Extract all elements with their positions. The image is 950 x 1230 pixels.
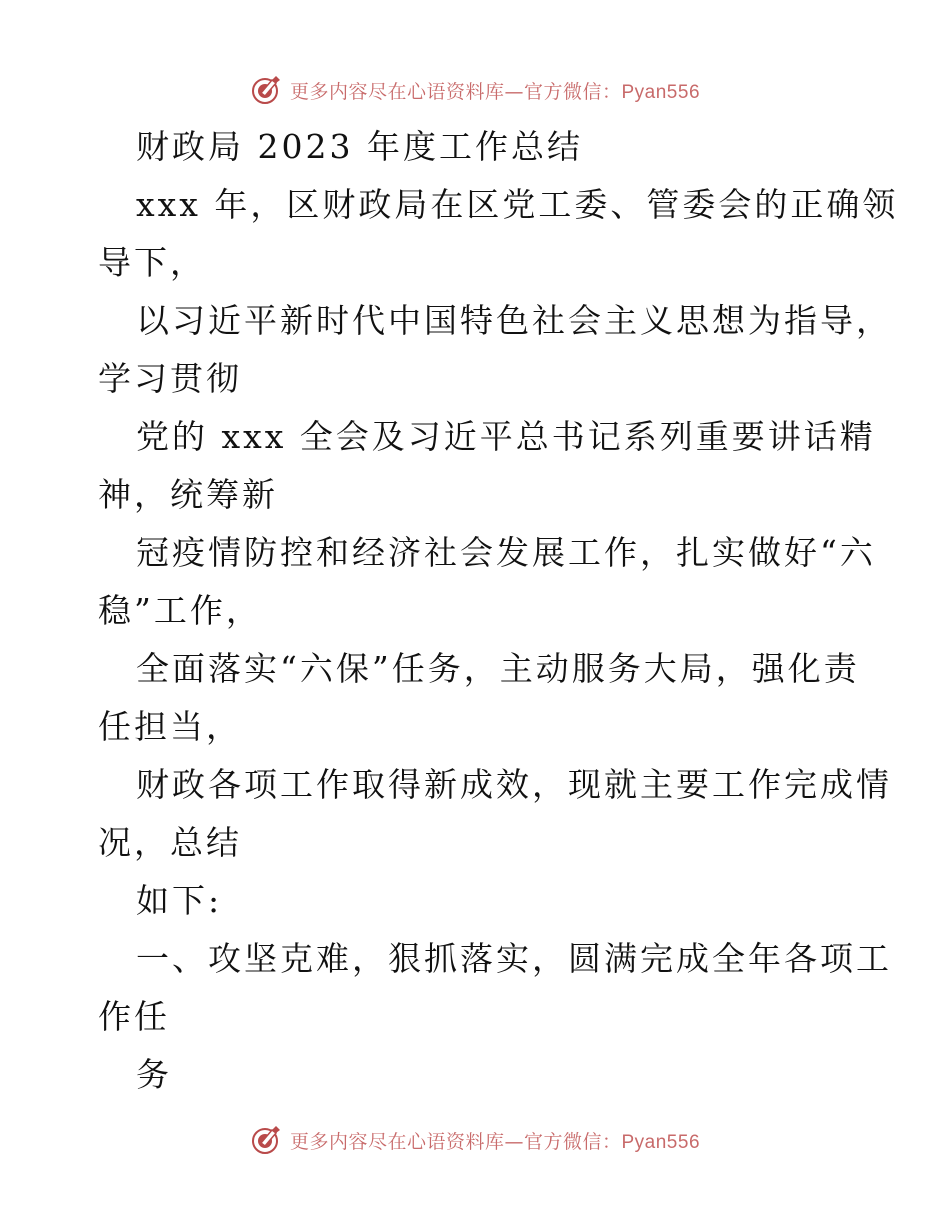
watermark-text: 更多内容尽在心语资料库—官方微信：Pyan556 (289, 1130, 701, 1153)
text-line: 财政各项工作取得新成效，现就主要工作完成情 (136, 765, 892, 804)
text-line: 学习贯彻 (98, 359, 242, 398)
watermark-header (0, 70, 950, 110)
text-line: 任担当， (98, 707, 242, 746)
pen-logo-icon (250, 73, 284, 107)
text-line: 如下: (136, 881, 223, 920)
text-line: 务 (136, 1055, 172, 1094)
pen-logo-icon (250, 1123, 284, 1157)
text-line: 稳”工作， (98, 591, 262, 630)
text-line: xxx 年，区财政局在区党工委、管委会的正确领 (136, 185, 899, 224)
text-line: 神，统筹新 (98, 475, 278, 514)
watermark-id: Pyan556 (621, 81, 701, 103)
document-body (98, 118, 899, 1104)
document-title: 财政局 2023 年度工作总结 (136, 127, 583, 166)
text-line: 全面落实“六保”任务，主动服务大局，强化责 (136, 649, 860, 688)
text-line: 冠疫情防控和经济社会发展工作，扎实做好“六 (136, 533, 876, 572)
watermark-text: 更多内容尽在心语资料库—官方微信：Pyan556 (289, 80, 701, 103)
text-line: 况，总结 (98, 823, 242, 862)
watermark-footer (0, 1120, 950, 1160)
text-line: 党的 xxx 全会及习近平总书记系列重要讲话精 (136, 417, 876, 456)
section-heading: 一、攻坚克难，狠抓落实，圆满完成全年各项工 (136, 939, 892, 978)
text-line: 作任 (98, 997, 170, 1036)
text-line: 导下， (98, 243, 206, 282)
text-line: 以习近平新时代中国特色社会主义思想为指导， (136, 301, 892, 340)
watermark-id: Pyan556 (621, 1131, 701, 1153)
